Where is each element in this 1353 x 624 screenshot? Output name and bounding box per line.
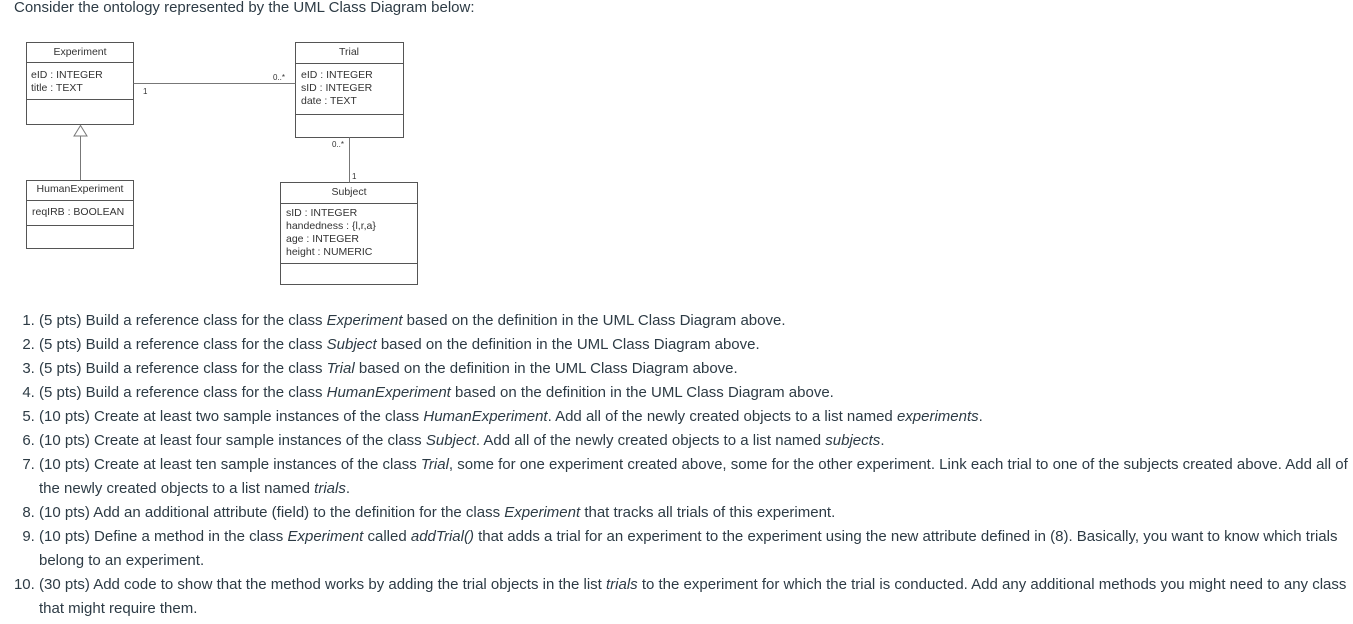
task-text: based on the definition in the UML Class Diagram above. (450, 384, 834, 401)
task-emphasis: trials (605, 576, 638, 593)
task-text: . Add all of the newly created objects to a list named (475, 432, 826, 449)
class-human-experiment (27, 181, 134, 249)
task-text: based on the definition in the UML Class Diagram above. (402, 312, 786, 329)
multiplicity-label: 0..* (332, 140, 345, 149)
task-item (39, 501, 1353, 525)
task-text: (5 pts) Build a reference class for the class (39, 360, 327, 377)
task-item (39, 453, 1353, 501)
task-item (39, 525, 1353, 573)
task-text: to the experiment for which the trial is conducted. Add any additional methods you might need to any class that might require them. (39, 576, 1347, 617)
task-emphasis: HumanExperiment (423, 408, 548, 425)
class-attribute: height : NUMERIC (286, 246, 373, 258)
class-attribute: sID : INTEGER (301, 82, 373, 94)
task-text: . (345, 480, 350, 497)
task-text: . (880, 432, 885, 449)
multiplicity-label: 1 (143, 87, 148, 96)
task-item (39, 333, 1353, 357)
task-text: that adds a trial for an experiment to the experiment using the new attribute defined in (8). Basically, you want to know which trials belong to an experiment. (39, 528, 1338, 569)
task-emphasis: Subject (425, 432, 476, 449)
task-emphasis: Subject (326, 336, 377, 353)
task-text: (10 pts) Create at least two sample instances of the class (39, 408, 424, 425)
task-emphasis: subjects (825, 432, 881, 449)
task-text: called (363, 528, 411, 545)
task-emphasis: Trial (326, 360, 355, 377)
multiplicity-label: 0..* (273, 73, 286, 82)
task-text: based on the definition in the UML Class Diagram above. (376, 336, 760, 353)
task-text: (5 pts) Build a reference class for the class (39, 312, 327, 329)
class-name: Trial (338, 46, 360, 58)
task-text: (10 pts) Create at least four sample instances of the class (39, 432, 426, 449)
task-item (39, 429, 1353, 453)
class-attribute: sID : INTEGER (286, 207, 358, 219)
task-item (39, 357, 1353, 381)
class-subject (281, 183, 418, 285)
class-name: Subject (331, 186, 367, 198)
class-name: HumanExperiment (36, 183, 124, 195)
task-text: , some for one experiment created above, some for the other experiment. Link each trial to one of the subjects created above. Add all of the newly created objects to a list named (39, 456, 1348, 497)
class-attribute: eID : INTEGER (301, 69, 373, 81)
task-item (39, 381, 1353, 405)
task-emphasis: experiments (896, 408, 979, 425)
task-text: (10 pts) Add an additional attribute (field) to the definition for the class (39, 504, 505, 521)
class-attribute: handedness : {l,r,a} (286, 220, 376, 232)
task-text: (5 pts) Build a reference class for the class (39, 384, 327, 401)
intro-text: Consider the ontology represented by the UML Class Diagram below: (14, 0, 475, 16)
task-text: (10 pts) Define a method in the class (39, 528, 288, 545)
association-trial-subject (332, 138, 357, 183)
class-attribute: date : TEXT (301, 95, 357, 107)
task-text: (30 pts) Add code to show that the method works by adding the trial objects in the list (39, 576, 606, 593)
task-text: (5 pts) Build a reference class for the class (39, 336, 327, 353)
class-experiment (27, 43, 134, 125)
association-experiment-trial (134, 73, 296, 96)
task-emphasis: Experiment (504, 504, 581, 521)
task-item (39, 405, 1353, 429)
class-attribute: title : TEXT (31, 82, 83, 94)
task-text: . (978, 408, 983, 425)
task-emphasis: trials (314, 480, 346, 497)
task-item (39, 573, 1353, 621)
task-list (0, 309, 1353, 621)
task-emphasis: addTrial() (410, 528, 474, 545)
generalization-arrow (74, 126, 87, 181)
class-trial (296, 43, 404, 138)
task-item (39, 309, 1353, 333)
task-text: based on the definition in the UML Class Diagram above. (354, 360, 738, 377)
multiplicity-label: 1 (352, 172, 357, 181)
task-text: that tracks all trials of this experiment. (580, 504, 836, 521)
inheritance-triangle-icon (74, 126, 87, 137)
task-emphasis: HumanExperiment (326, 384, 451, 401)
task-text: . Add all of the newly created objects to a list named (547, 408, 897, 425)
task-emphasis: Experiment (326, 312, 403, 329)
class-attribute: eID : INTEGER (31, 69, 103, 81)
class-attribute: age : INTEGER (286, 233, 359, 245)
task-emphasis: Trial (420, 456, 449, 473)
task-text: (10 pts) Create at least ten sample instances of the class (39, 456, 421, 473)
uml-class-diagram (0, 0, 440, 300)
class-attribute: reqIRB : BOOLEAN (32, 206, 125, 218)
class-name: Experiment (53, 46, 107, 58)
task-emphasis: Experiment (287, 528, 364, 545)
